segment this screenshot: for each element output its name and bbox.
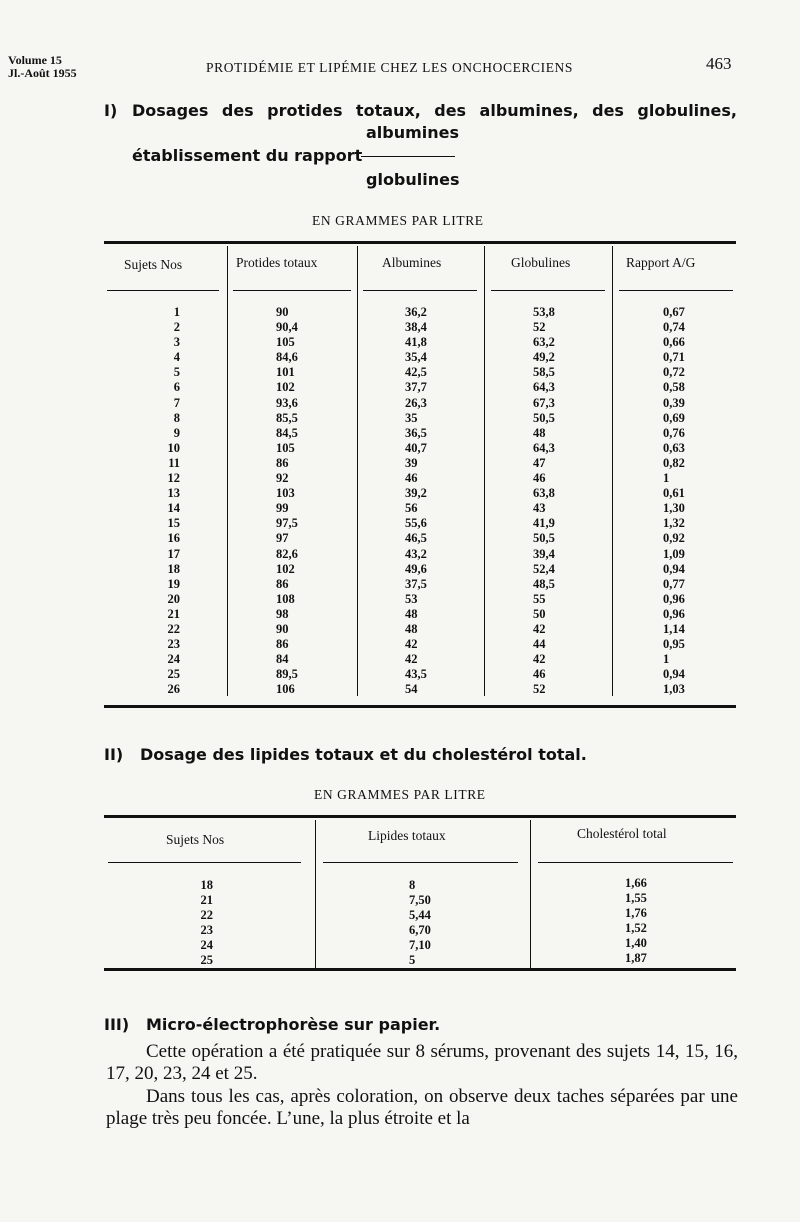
table-cell: 10 bbox=[167, 440, 180, 455]
table-cell: 21 bbox=[200, 893, 213, 908]
table-cell: 52 bbox=[533, 682, 546, 697]
section2-title: Dosage des lipides totaux et du cholestérol total. bbox=[140, 745, 587, 764]
table-cell: 2 bbox=[173, 320, 180, 335]
table-cell: 99 bbox=[276, 501, 289, 516]
table-cell: 89,5 bbox=[276, 667, 298, 682]
table-cell: 48 bbox=[405, 606, 418, 621]
table-cell: 0,77 bbox=[663, 576, 685, 591]
volume-label: Volume 15 bbox=[8, 53, 62, 67]
table-cell: 93,6 bbox=[276, 395, 298, 410]
table-cell: 26 bbox=[167, 682, 180, 697]
table-cell: 36,5 bbox=[405, 425, 427, 440]
table-cell: 0,94 bbox=[663, 667, 685, 682]
table1-col-globulines bbox=[533, 305, 555, 697]
table1-col-protides bbox=[276, 305, 298, 697]
table1-divider-2 bbox=[357, 246, 358, 696]
table-cell: 102 bbox=[276, 380, 295, 395]
table-cell: 11 bbox=[168, 455, 180, 470]
table-cell: 58,5 bbox=[533, 365, 555, 380]
table-cell: 0,69 bbox=[663, 410, 685, 425]
table1-units: EN GRAMMES PAR LITRE bbox=[312, 213, 484, 228]
table-cell: 35 bbox=[405, 410, 418, 425]
table2-header-rule-3 bbox=[538, 862, 733, 863]
table-cell: 1,76 bbox=[625, 906, 647, 921]
section1-numeral: I) bbox=[104, 101, 118, 120]
table-cell: 86 bbox=[276, 576, 289, 591]
table-cell: 5,44 bbox=[409, 908, 431, 923]
table-cell: 102 bbox=[276, 561, 295, 576]
table1-header-sujets: Sujets Nos bbox=[124, 257, 183, 272]
table-cell: 105 bbox=[276, 440, 295, 455]
table2-header-cholesterol: Cholestérol total bbox=[577, 826, 667, 841]
section2-numeral: II) bbox=[104, 745, 124, 764]
table-cell: 18 bbox=[167, 561, 180, 576]
table-cell: 85,5 bbox=[276, 410, 298, 425]
table-cell: 53 bbox=[405, 591, 418, 606]
table-cell: 0,66 bbox=[663, 335, 685, 350]
table-cell: 41,8 bbox=[405, 335, 427, 350]
table-cell: 6,70 bbox=[409, 923, 431, 938]
table-cell: 43,5 bbox=[405, 667, 427, 682]
table1-header-globulines: Globulines bbox=[511, 255, 571, 270]
table1-header-protides: Protides totaux bbox=[236, 255, 318, 270]
table-cell: 22 bbox=[167, 621, 180, 636]
table-cell: 36,2 bbox=[405, 305, 427, 319]
table-cell: 48 bbox=[533, 425, 546, 440]
table2-divider-2 bbox=[530, 820, 531, 970]
table-cell: 0,67 bbox=[663, 305, 685, 319]
table-cell: 35,4 bbox=[405, 350, 427, 365]
table-cell: 0,71 bbox=[663, 350, 685, 365]
fraction-bar bbox=[361, 156, 455, 157]
table-cell: 0,95 bbox=[663, 637, 685, 652]
table-cell: 7 bbox=[173, 395, 180, 410]
table-cell: 84 bbox=[276, 652, 289, 667]
table2-col-sujets bbox=[183, 878, 213, 969]
table-cell: 9 bbox=[173, 425, 180, 440]
table2-units: EN GRAMMES PAR LITRE bbox=[314, 787, 486, 802]
table-cell: 108 bbox=[276, 591, 295, 606]
table-cell: 106 bbox=[276, 682, 295, 697]
table-cell: 0,92 bbox=[663, 531, 685, 546]
table-cell: 103 bbox=[276, 486, 295, 501]
table-cell: 0,94 bbox=[663, 561, 685, 576]
table-cell: 44 bbox=[533, 637, 546, 652]
table2-divider-1 bbox=[315, 820, 316, 970]
table-cell: 1,40 bbox=[625, 936, 647, 951]
table-cell: 42,5 bbox=[405, 365, 427, 380]
table-cell: 25 bbox=[167, 667, 180, 682]
table-cell: 49,2 bbox=[533, 350, 555, 365]
table-cell: 13 bbox=[167, 486, 180, 501]
table-cell: 90 bbox=[276, 621, 289, 636]
table-cell: 1 bbox=[663, 652, 670, 667]
table1-header-rule-5 bbox=[619, 290, 733, 291]
table-cell: 14 bbox=[167, 501, 180, 516]
table-cell: 0,63 bbox=[663, 440, 685, 455]
table-cell: 46 bbox=[405, 471, 418, 486]
page-number: 463 bbox=[706, 54, 732, 73]
table-cell: 39 bbox=[405, 455, 418, 470]
section1-rapport-label: établissement du rapport bbox=[132, 146, 363, 165]
table2-bottom-rule bbox=[104, 968, 736, 971]
table-cell: 3 bbox=[173, 335, 180, 350]
table-cell: 23 bbox=[167, 637, 180, 652]
table1-divider-4 bbox=[612, 246, 613, 696]
table-cell: 25 bbox=[200, 953, 213, 968]
table-cell: 47 bbox=[533, 455, 546, 470]
table1-divider-3 bbox=[484, 246, 485, 696]
table-cell: 92 bbox=[276, 471, 289, 486]
table-cell: 12 bbox=[167, 471, 180, 486]
table-cell: 86 bbox=[276, 455, 289, 470]
table-cell: 84,6 bbox=[276, 350, 298, 365]
table-cell: 8 bbox=[409, 878, 416, 892]
table-cell: 1,09 bbox=[663, 546, 685, 561]
table-cell: 1 bbox=[173, 305, 180, 319]
table-cell: 1,52 bbox=[625, 921, 647, 936]
table1-header-rule-4 bbox=[491, 290, 605, 291]
table-cell: 0,39 bbox=[663, 395, 685, 410]
table-cell: 42 bbox=[405, 637, 418, 652]
table-cell: 1,14 bbox=[663, 621, 685, 636]
table2-col-cholesterol bbox=[625, 876, 647, 967]
table-cell: 82,6 bbox=[276, 546, 298, 561]
issue-label: Jl.-Août 1955 bbox=[8, 66, 77, 80]
table-cell: 43,2 bbox=[405, 546, 427, 561]
table1-header-albumines: Albumines bbox=[382, 255, 442, 270]
table-cell: 64,3 bbox=[533, 380, 555, 395]
fraction-numerator: albumines bbox=[366, 123, 460, 142]
table-cell: 55 bbox=[533, 591, 546, 606]
table-cell: 41,9 bbox=[533, 516, 555, 531]
table1-bottom-rule bbox=[104, 705, 736, 708]
table-cell: 7,50 bbox=[409, 893, 431, 908]
table2-top-rule bbox=[104, 815, 736, 818]
table-cell: 50,5 bbox=[533, 410, 555, 425]
table2-header-lipides: Lipides totaux bbox=[368, 828, 446, 843]
table-cell: 46 bbox=[533, 667, 546, 682]
table-cell: 0,96 bbox=[663, 606, 685, 621]
table-cell: 55,6 bbox=[405, 516, 427, 531]
table-cell: 22 bbox=[200, 908, 213, 923]
table1-col-albumines bbox=[405, 305, 427, 697]
table1-divider-1 bbox=[227, 246, 228, 696]
table-cell: 0,61 bbox=[663, 486, 685, 501]
table-cell: 46,5 bbox=[405, 531, 427, 546]
table-cell: 5 bbox=[409, 953, 416, 968]
table-cell: 105 bbox=[276, 335, 295, 350]
table-cell: 53,8 bbox=[533, 305, 555, 319]
section3-title: Micro-électrophorèse sur papier. bbox=[146, 1015, 441, 1034]
table-cell: 50 bbox=[533, 606, 546, 621]
table2-header-sujets: Sujets Nos bbox=[166, 832, 225, 847]
fraction-denominator: globulines bbox=[366, 170, 460, 189]
table2-col-lipides bbox=[409, 878, 431, 969]
table-cell: 84,5 bbox=[276, 425, 298, 440]
table-cell: 46 bbox=[533, 471, 546, 486]
table-cell: 24 bbox=[200, 938, 213, 953]
table-cell: 42 bbox=[533, 652, 546, 667]
table-cell: 67,3 bbox=[533, 395, 555, 410]
table-cell: 1,55 bbox=[625, 891, 647, 906]
table-cell: 49,6 bbox=[405, 561, 427, 576]
table1-top-rule bbox=[104, 241, 736, 244]
table-cell: 24 bbox=[167, 652, 180, 667]
running-title: PROTIDÉMIE ET LIPÉMIE CHEZ LES ONCHOCERCIENS bbox=[206, 60, 574, 75]
table-cell: 19 bbox=[167, 576, 180, 591]
section3-numeral: III) bbox=[104, 1015, 130, 1034]
table-cell: 50,5 bbox=[533, 531, 555, 546]
table-cell: 54 bbox=[405, 682, 418, 697]
table-cell: 52 bbox=[533, 320, 546, 335]
table-cell: 18 bbox=[200, 878, 213, 892]
table-cell: 48,5 bbox=[533, 576, 555, 591]
table2-header-rule-1 bbox=[108, 862, 301, 863]
table-cell: 43 bbox=[533, 501, 546, 516]
table-cell: 6 bbox=[173, 380, 180, 395]
table-cell: 63,2 bbox=[533, 335, 555, 350]
table-cell: 101 bbox=[276, 365, 295, 380]
table-cell: 37,7 bbox=[405, 380, 427, 395]
table-cell: 16 bbox=[167, 531, 180, 546]
table-cell: 1 bbox=[663, 471, 670, 486]
table-cell: 39,4 bbox=[533, 546, 555, 561]
table-cell: 86 bbox=[276, 637, 289, 652]
table1-col-sujets bbox=[150, 305, 180, 697]
table-cell: 17 bbox=[167, 546, 180, 561]
table1-header-rapport: Rapport A/G bbox=[626, 255, 696, 270]
table-cell: 48 bbox=[405, 621, 418, 636]
section1-title: Dosages des protides totaux, des albumines, des globulines, bbox=[132, 101, 737, 120]
table-cell: 5 bbox=[173, 365, 180, 380]
table-cell: 64,3 bbox=[533, 440, 555, 455]
table-cell: 7,10 bbox=[409, 938, 431, 953]
table-cell: 90,4 bbox=[276, 320, 298, 335]
table-cell: 1,30 bbox=[663, 501, 685, 516]
table-cell: 21 bbox=[167, 606, 180, 621]
table-cell: 52,4 bbox=[533, 561, 555, 576]
table-cell: 1,03 bbox=[663, 682, 685, 697]
table-cell: 23 bbox=[200, 923, 213, 938]
table-cell: 0,82 bbox=[663, 455, 685, 470]
table-cell: 1,32 bbox=[663, 516, 685, 531]
body-paragraph-2: Dans tous les cas, après coloration, on observe deux taches séparées par une plage très peu foncée. L’une, la plus étroite et la bbox=[106, 1086, 738, 1129]
table1-header-rule-2 bbox=[233, 290, 351, 291]
table-cell: 0,96 bbox=[663, 591, 685, 606]
table-cell: 8 bbox=[173, 410, 180, 425]
table-cell: 56 bbox=[405, 501, 418, 516]
table-cell: 20 bbox=[167, 591, 180, 606]
body-paragraph-1: Cette opération a été pratiquée sur 8 sérums, provenant des sujets 14, 15, 16, 17, 20, 23, 24 et 25. bbox=[106, 1041, 738, 1084]
table-cell: 39,2 bbox=[405, 486, 427, 501]
table1-header-rule-3 bbox=[363, 290, 477, 291]
table-cell: 37,5 bbox=[405, 576, 427, 591]
table-cell: 98 bbox=[276, 606, 289, 621]
table2-header-rule-2 bbox=[323, 862, 518, 863]
table-cell: 42 bbox=[533, 621, 546, 636]
table-cell: 1,66 bbox=[625, 876, 647, 890]
table-cell: 4 bbox=[173, 350, 180, 365]
table-cell: 1,87 bbox=[625, 951, 647, 966]
table-cell: 40,7 bbox=[405, 440, 427, 455]
table-cell: 15 bbox=[167, 516, 180, 531]
table-cell: 42 bbox=[405, 652, 418, 667]
table-cell: 90 bbox=[276, 305, 289, 319]
table-cell: 0,76 bbox=[663, 425, 685, 440]
table-cell: 63,8 bbox=[533, 486, 555, 501]
table-cell: 0,58 bbox=[663, 380, 685, 395]
table-cell: 97 bbox=[276, 531, 289, 546]
journal-volume bbox=[8, 54, 77, 80]
table-cell: 0,74 bbox=[663, 320, 685, 335]
table-cell: 0,72 bbox=[663, 365, 685, 380]
table1-header-rule-1 bbox=[107, 290, 219, 291]
table-cell: 97,5 bbox=[276, 516, 298, 531]
table-cell: 26,3 bbox=[405, 395, 427, 410]
table-cell: 38,4 bbox=[405, 320, 427, 335]
table1-col-rapport bbox=[663, 305, 685, 697]
